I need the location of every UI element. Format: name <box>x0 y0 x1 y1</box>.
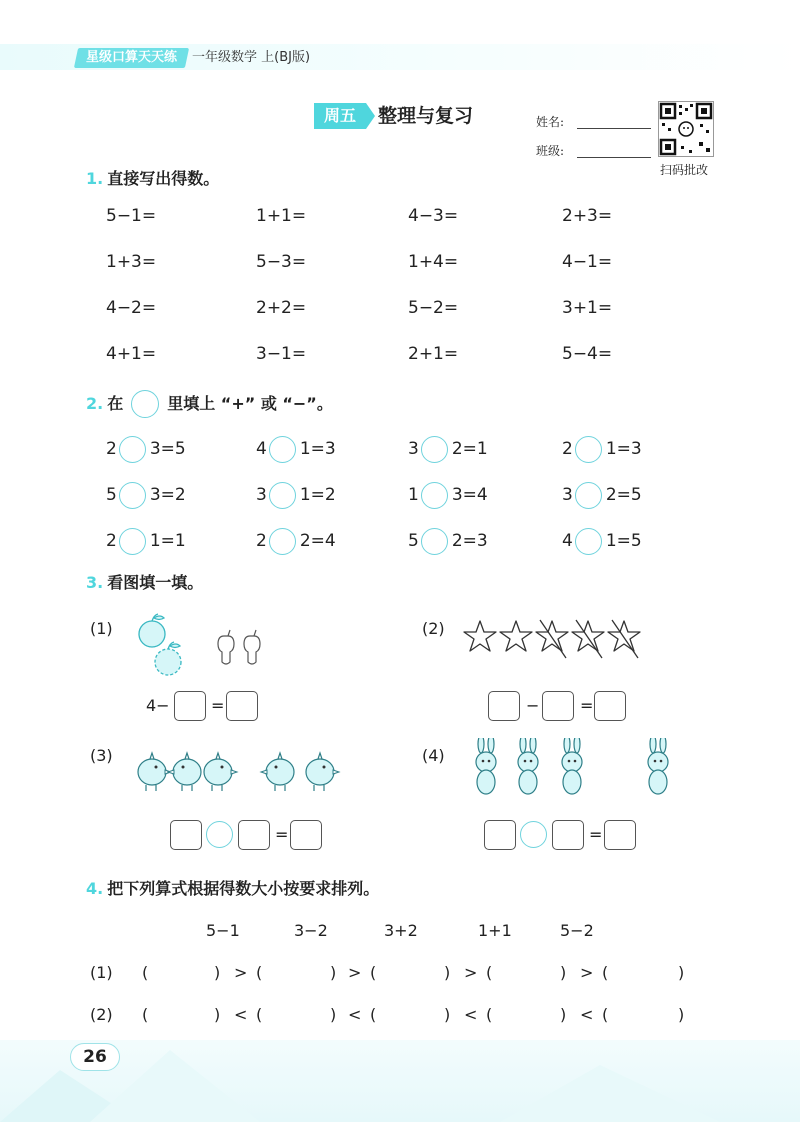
op-circle-input[interactable] <box>119 482 146 509</box>
paren-close: ) <box>444 1005 451 1024</box>
less-sign: < <box>234 1005 248 1024</box>
footer-band <box>0 1040 800 1122</box>
op-circle-input[interactable] <box>520 821 547 848</box>
op-circle-input[interactable] <box>119 528 146 555</box>
equation: 4−3= <box>408 206 459 226</box>
less-sign: < <box>580 1005 594 1024</box>
paren-open: ( <box>256 1005 263 1024</box>
order-blank[interactable] <box>266 960 326 984</box>
op-fill-item: 3 1=2 <box>256 480 336 510</box>
op-fill-item: 3 2=5 <box>562 480 642 510</box>
op-circle-input[interactable] <box>421 528 448 555</box>
order-blank[interactable] <box>496 960 556 984</box>
paren-open: ( <box>370 1005 377 1024</box>
greater-sign: > <box>464 963 478 982</box>
equals-sign: = <box>580 696 594 715</box>
equation: 5−2= <box>408 298 459 318</box>
answer-box[interactable] <box>174 691 206 721</box>
greater-sign: > <box>348 963 362 982</box>
paren-close: ) <box>330 963 337 982</box>
chicks-picture-icon <box>132 748 342 794</box>
equals-sign: = <box>211 696 225 715</box>
op-circle-input[interactable] <box>269 436 296 463</box>
problem-3-label: (3) <box>90 746 113 765</box>
qr-label: 扫码批改 <box>660 163 709 177</box>
equation: 5−4= <box>562 344 613 364</box>
class-field[interactable] <box>577 157 651 158</box>
page-title: 整理与复习 <box>378 105 474 127</box>
paren-open: ( <box>486 963 493 982</box>
greater-sign: > <box>234 963 248 982</box>
problem-1-prefix: 4− <box>146 696 170 715</box>
equation: 5−3= <box>256 252 307 272</box>
op-fill-item: 3 2=1 <box>408 434 488 464</box>
equation: 4−1= <box>562 252 613 272</box>
paren-open: ( <box>142 1005 149 1024</box>
paren-close: ) <box>444 963 451 982</box>
equation: 4−2= <box>106 298 157 318</box>
less-sign: < <box>348 1005 362 1024</box>
op-circle-input[interactable] <box>269 528 296 555</box>
expression: 1+1 <box>478 921 512 940</box>
expression: 3+2 <box>384 921 418 940</box>
equation: 1+3= <box>106 252 157 272</box>
op-fill-item: 2 1=3 <box>562 434 642 464</box>
equation: 5−1= <box>106 206 157 226</box>
order-blank[interactable] <box>612 960 676 984</box>
circle-sample-icon <box>131 390 159 418</box>
answer-box[interactable] <box>594 691 626 721</box>
paren-open: ( <box>142 963 149 982</box>
op-circle-input[interactable] <box>206 821 233 848</box>
rabbits-picture-icon <box>466 738 676 800</box>
equation: 1+4= <box>408 252 459 272</box>
paren-close: ) <box>330 1005 337 1024</box>
paren-open: ( <box>602 963 609 982</box>
name-field[interactable] <box>577 128 651 129</box>
order-blank[interactable] <box>266 1002 326 1026</box>
stars-picture-icon <box>462 618 650 662</box>
expression: 3−2 <box>294 921 328 940</box>
op-fill-item: 2 1=1 <box>106 526 186 556</box>
op-circle-input[interactable] <box>575 528 602 555</box>
paren-open: ( <box>256 963 263 982</box>
answer-box[interactable] <box>484 820 516 850</box>
answer-box[interactable] <box>290 820 322 850</box>
qr-code-icon[interactable] <box>658 101 714 157</box>
answer-box[interactable] <box>488 691 520 721</box>
answer-box[interactable] <box>552 820 584 850</box>
order-blank[interactable] <box>380 960 440 984</box>
order-blank[interactable] <box>612 1002 676 1026</box>
order-blank[interactable] <box>152 960 212 984</box>
order-blank[interactable] <box>380 1002 440 1026</box>
answer-box[interactable] <box>226 691 258 721</box>
section-2-heading: 2. 在 里填上 “+” 或 “−”。 <box>86 390 333 418</box>
answer-box[interactable] <box>542 691 574 721</box>
series-tag: 星级口算天天练 <box>74 48 189 68</box>
order-row-2-label: (2) <box>90 1005 113 1024</box>
op-fill-item: 4 1=5 <box>562 526 642 556</box>
paren-open: ( <box>486 1005 493 1024</box>
order-row-1-label: (1) <box>90 963 113 982</box>
answer-box[interactable] <box>170 820 202 850</box>
minus-sign: − <box>526 696 540 715</box>
paren-close: ) <box>678 963 685 982</box>
op-fill-item: 5 3=2 <box>106 480 186 510</box>
equals-sign: = <box>589 825 603 844</box>
equation: 2+1= <box>408 344 459 364</box>
equals-sign: = <box>275 825 289 844</box>
paren-close: ) <box>560 1005 567 1024</box>
page-number: 26 <box>70 1043 120 1071</box>
op-circle-input[interactable] <box>269 482 296 509</box>
paren-close: ) <box>214 1005 221 1024</box>
op-fill-item: 4 1=3 <box>256 434 336 464</box>
section-4-heading: 4. 把下列算式根据得数大小按要求排列。 <box>86 879 380 898</box>
equation: 1+1= <box>256 206 307 226</box>
op-fill-item: 2 2=4 <box>256 526 336 556</box>
paren-close: ) <box>678 1005 685 1024</box>
name-label: 姓名: <box>536 115 565 129</box>
less-sign: < <box>464 1005 478 1024</box>
op-fill-item: 1 3=4 <box>408 480 488 510</box>
op-circle-input[interactable] <box>575 436 602 463</box>
op-circle-input[interactable] <box>575 482 602 509</box>
greater-sign: > <box>580 963 594 982</box>
problem-2-label: (2) <box>422 619 445 638</box>
paren-open: ( <box>602 1005 609 1024</box>
expression: 5−1 <box>206 921 240 940</box>
order-blank[interactable] <box>152 1002 212 1026</box>
equation: 2+3= <box>562 206 613 226</box>
apples-picture-icon <box>132 612 292 682</box>
equation: 2+2= <box>256 298 307 318</box>
class-label: 班级: <box>536 144 565 158</box>
op-circle-input[interactable] <box>119 436 146 463</box>
op-circle-input[interactable] <box>421 482 448 509</box>
op-circle-input[interactable] <box>421 436 448 463</box>
op-fill-item: 2 3=5 <box>106 434 186 464</box>
section-1-heading: 1. 直接写出得数。 <box>86 169 220 188</box>
equation: 3+1= <box>562 298 613 318</box>
equation: 3−1= <box>256 344 307 364</box>
section-3-heading: 3. 看图填一填。 <box>86 573 204 592</box>
problem-4-label: (4) <box>422 746 445 765</box>
answer-box[interactable] <box>604 820 636 850</box>
problem-1-label: (1) <box>90 619 113 638</box>
order-blank[interactable] <box>496 1002 556 1026</box>
day-tag: 周五 <box>314 103 366 129</box>
paren-close: ) <box>214 963 221 982</box>
paren-close: ) <box>560 963 567 982</box>
book-subtitle: 一年级数学 上(BJ版) <box>192 50 311 65</box>
expression: 5−2 <box>560 921 594 940</box>
answer-box[interactable] <box>238 820 270 850</box>
equation: 4+1= <box>106 344 157 364</box>
paren-open: ( <box>370 963 377 982</box>
op-fill-item: 5 2=3 <box>408 526 488 556</box>
